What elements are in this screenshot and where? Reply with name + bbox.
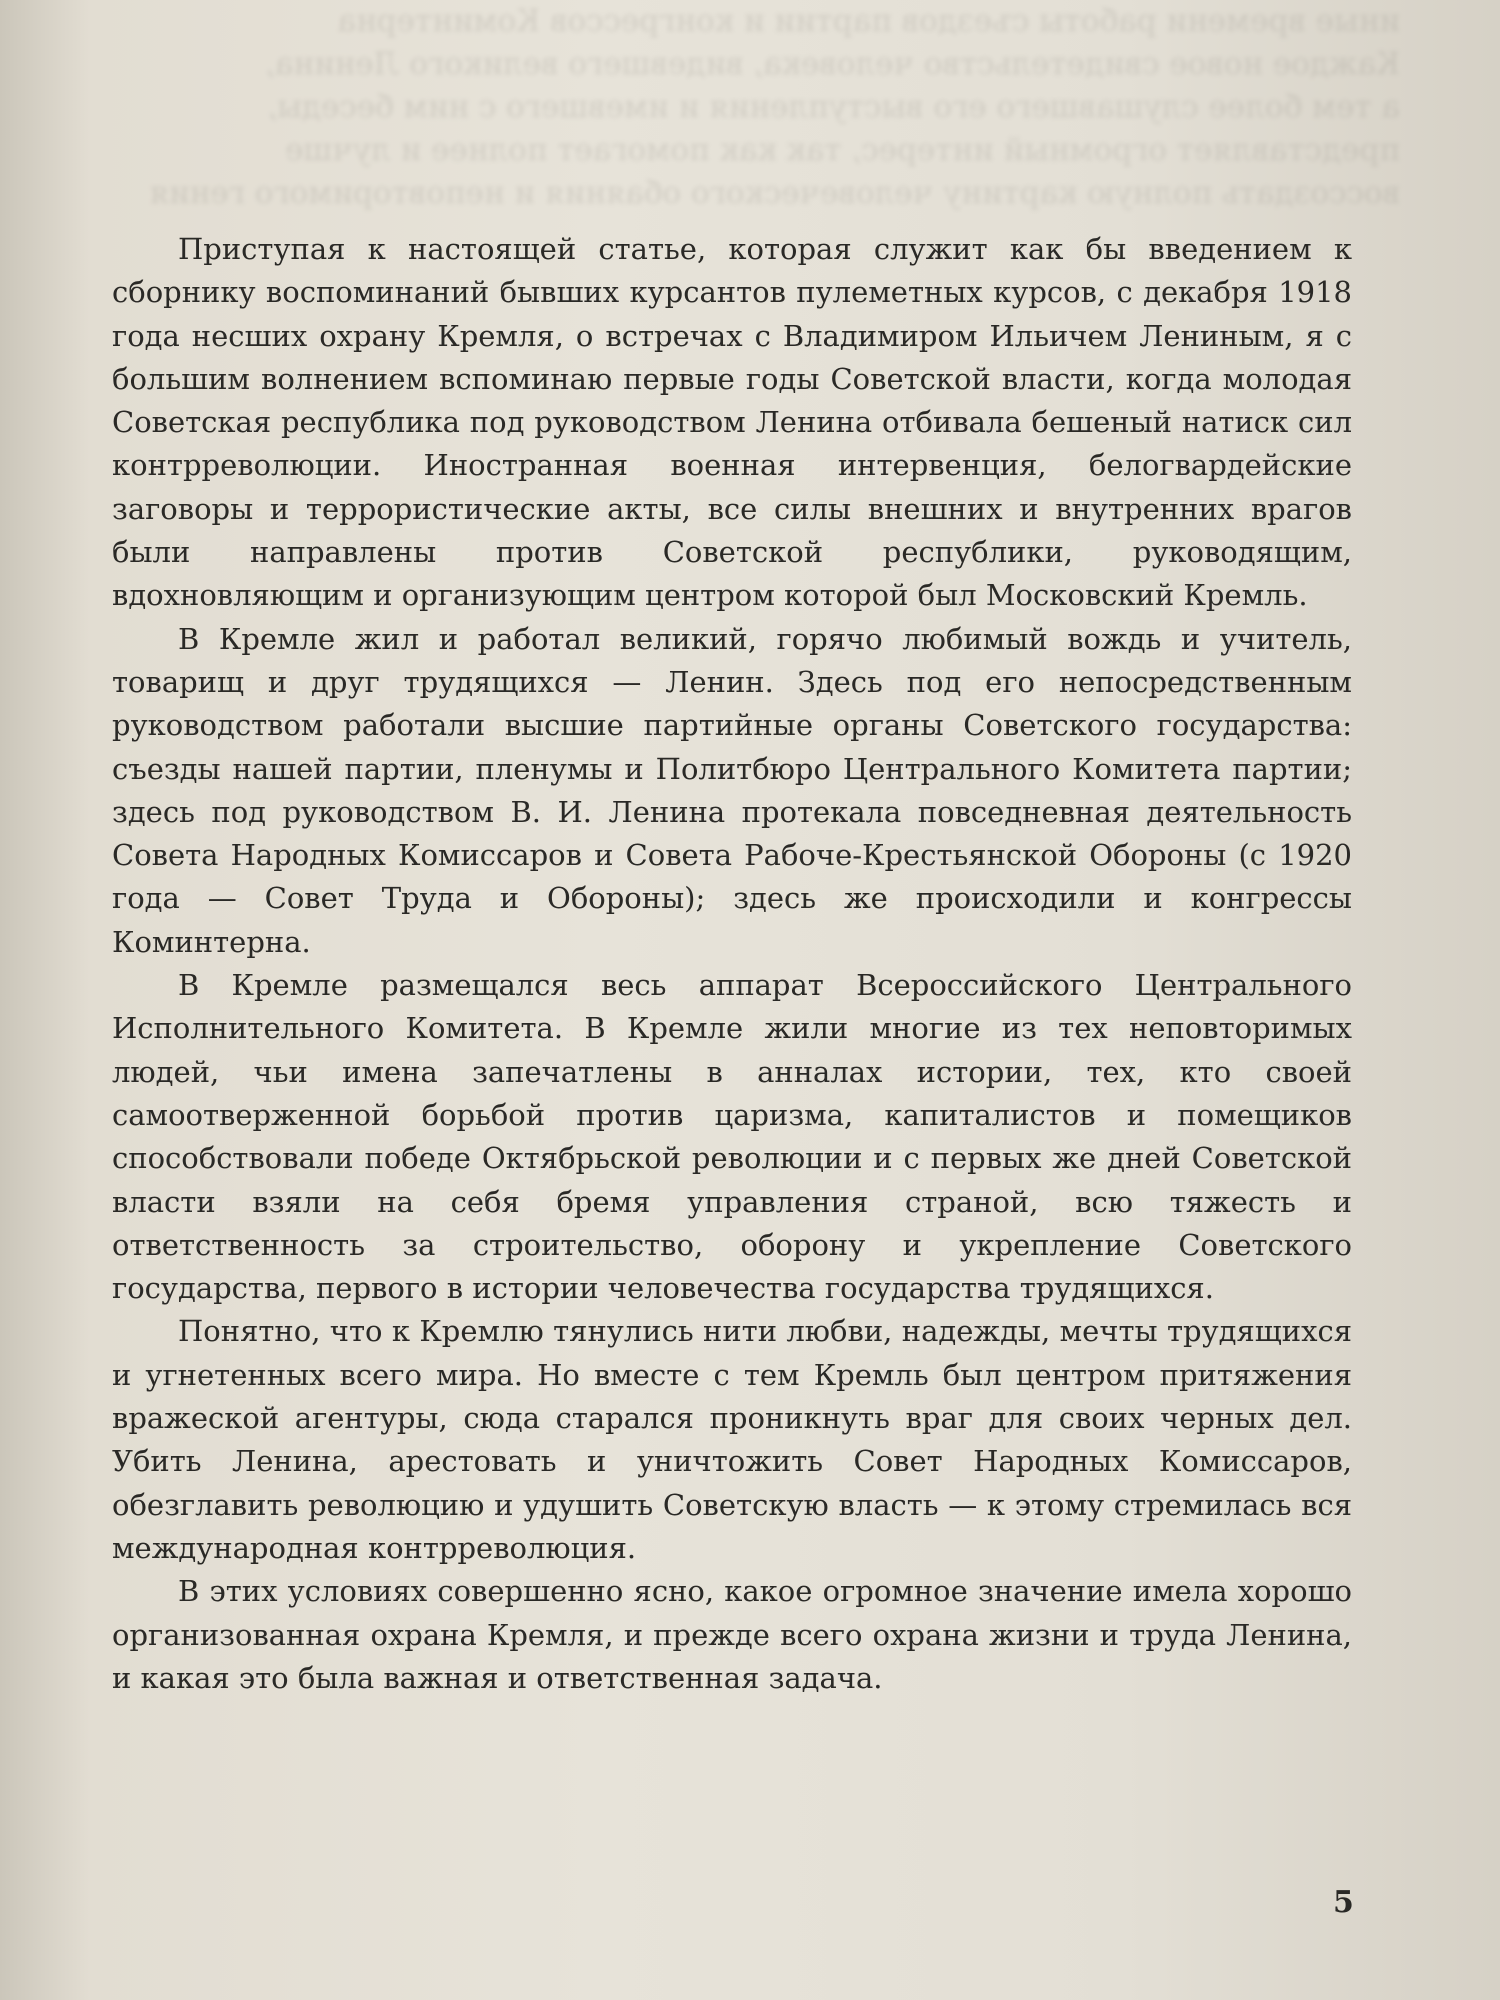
bleed-line: воссоздать полную картину человеческого обаяния и неповторимого гения bbox=[149, 175, 1400, 211]
body-text bbox=[112, 228, 1352, 1700]
bleed-line: представляет огромный интерес, так как помогает полнее и лучше bbox=[285, 132, 1400, 168]
page-number: 5 bbox=[1333, 1885, 1354, 1920]
bleed-line: Каждое новое свидетельство человека, видевшего великого Ленина, bbox=[264, 46, 1400, 82]
paragraph: Приступая к настоящей статье, которая служит как бы введением к сборнику воспоминаний бывших курсантов пулеметных курсов, с декабря 1918 года несших охрану Кремля, о встречах с Владимиром Ильичем Лениным, я с большим волнением вспоминаю первые годы Советской власти, когда молодая Советская республика под руководством Ленина отбивала бешеный натиск сил контрреволюции. Иностранная военная интервенция, белогвардейские заговоры и террористические акты, все силы внешних и внутренних врагов были направлены против Советской республики, руководящим, вдохновляющим и организующим центром которой был Московский Кремль. bbox=[112, 232, 1352, 613]
bleed-line: иные времени работы съездов партии и конгрессов Коминтерна bbox=[337, 3, 1400, 39]
paragraph: В этих условиях совершенно ясно, какое огромное значение имела хорошо организованная охрана Кремля, и прежде всего охрана жизни и труда Ленина, и какая это была важная и ответственная задача. bbox=[112, 1574, 1352, 1695]
reverse-side-bleed-through bbox=[110, 0, 1400, 230]
paragraph: В Кремле размещался весь аппарат Всероссийского Центрального Исполнительного Комитета. В Кремле жили многие из тех неповторимых людей, чьи имена запечатлены в анналах истории, тех, кто своей самоотверженной борьбой против царизма, капиталистов и помещиков способствовали победе Октябрьской революции и с первых же дней Советской власти взяли на себя бремя управления страной, всю тяжесть и ответственность за строительство, оборону и укрепление Советского государства, первого в истории человечества государства трудящихся. bbox=[112, 968, 1352, 1306]
paragraph: В Кремле жил и работал великий, горячо любимый вождь и учитель, товарищ и друг трудящихся — Ленин. Здесь под его непосредственным руководством работали высшие партийные органы Советского государства: съезды нашей партии, пленумы и Политбюро Центрального Комитета партии; здесь под руководством В. И. Ленина протекала повседневная деятельность Совета Народных Комиссаров и Совета Рабоче-Крестьянской Обороны (с 1920 года — Совет Труда и Обороны); здесь же происходили и конгрессы Коминтерна. bbox=[112, 621, 1352, 959]
bleed-line: а тем более слушавшего его выступления и имевшего с ним беседы, bbox=[267, 89, 1400, 125]
paragraph: Понятно, что к Кремлю тянулись нити любви, надежды, мечты трудящихся и угнетенных всего мира. Но вместе с тем Кремль был центром притяжения вражеской агентуры, сюда старался проникнуть враг для своих черных дел. Убить Ленина, арестовать и уничтожить Совет Народных Комиссаров, обезглавить революцию и удушить Советскую власть — к этому стремилась вся международная контрреволюция. bbox=[112, 1314, 1352, 1565]
